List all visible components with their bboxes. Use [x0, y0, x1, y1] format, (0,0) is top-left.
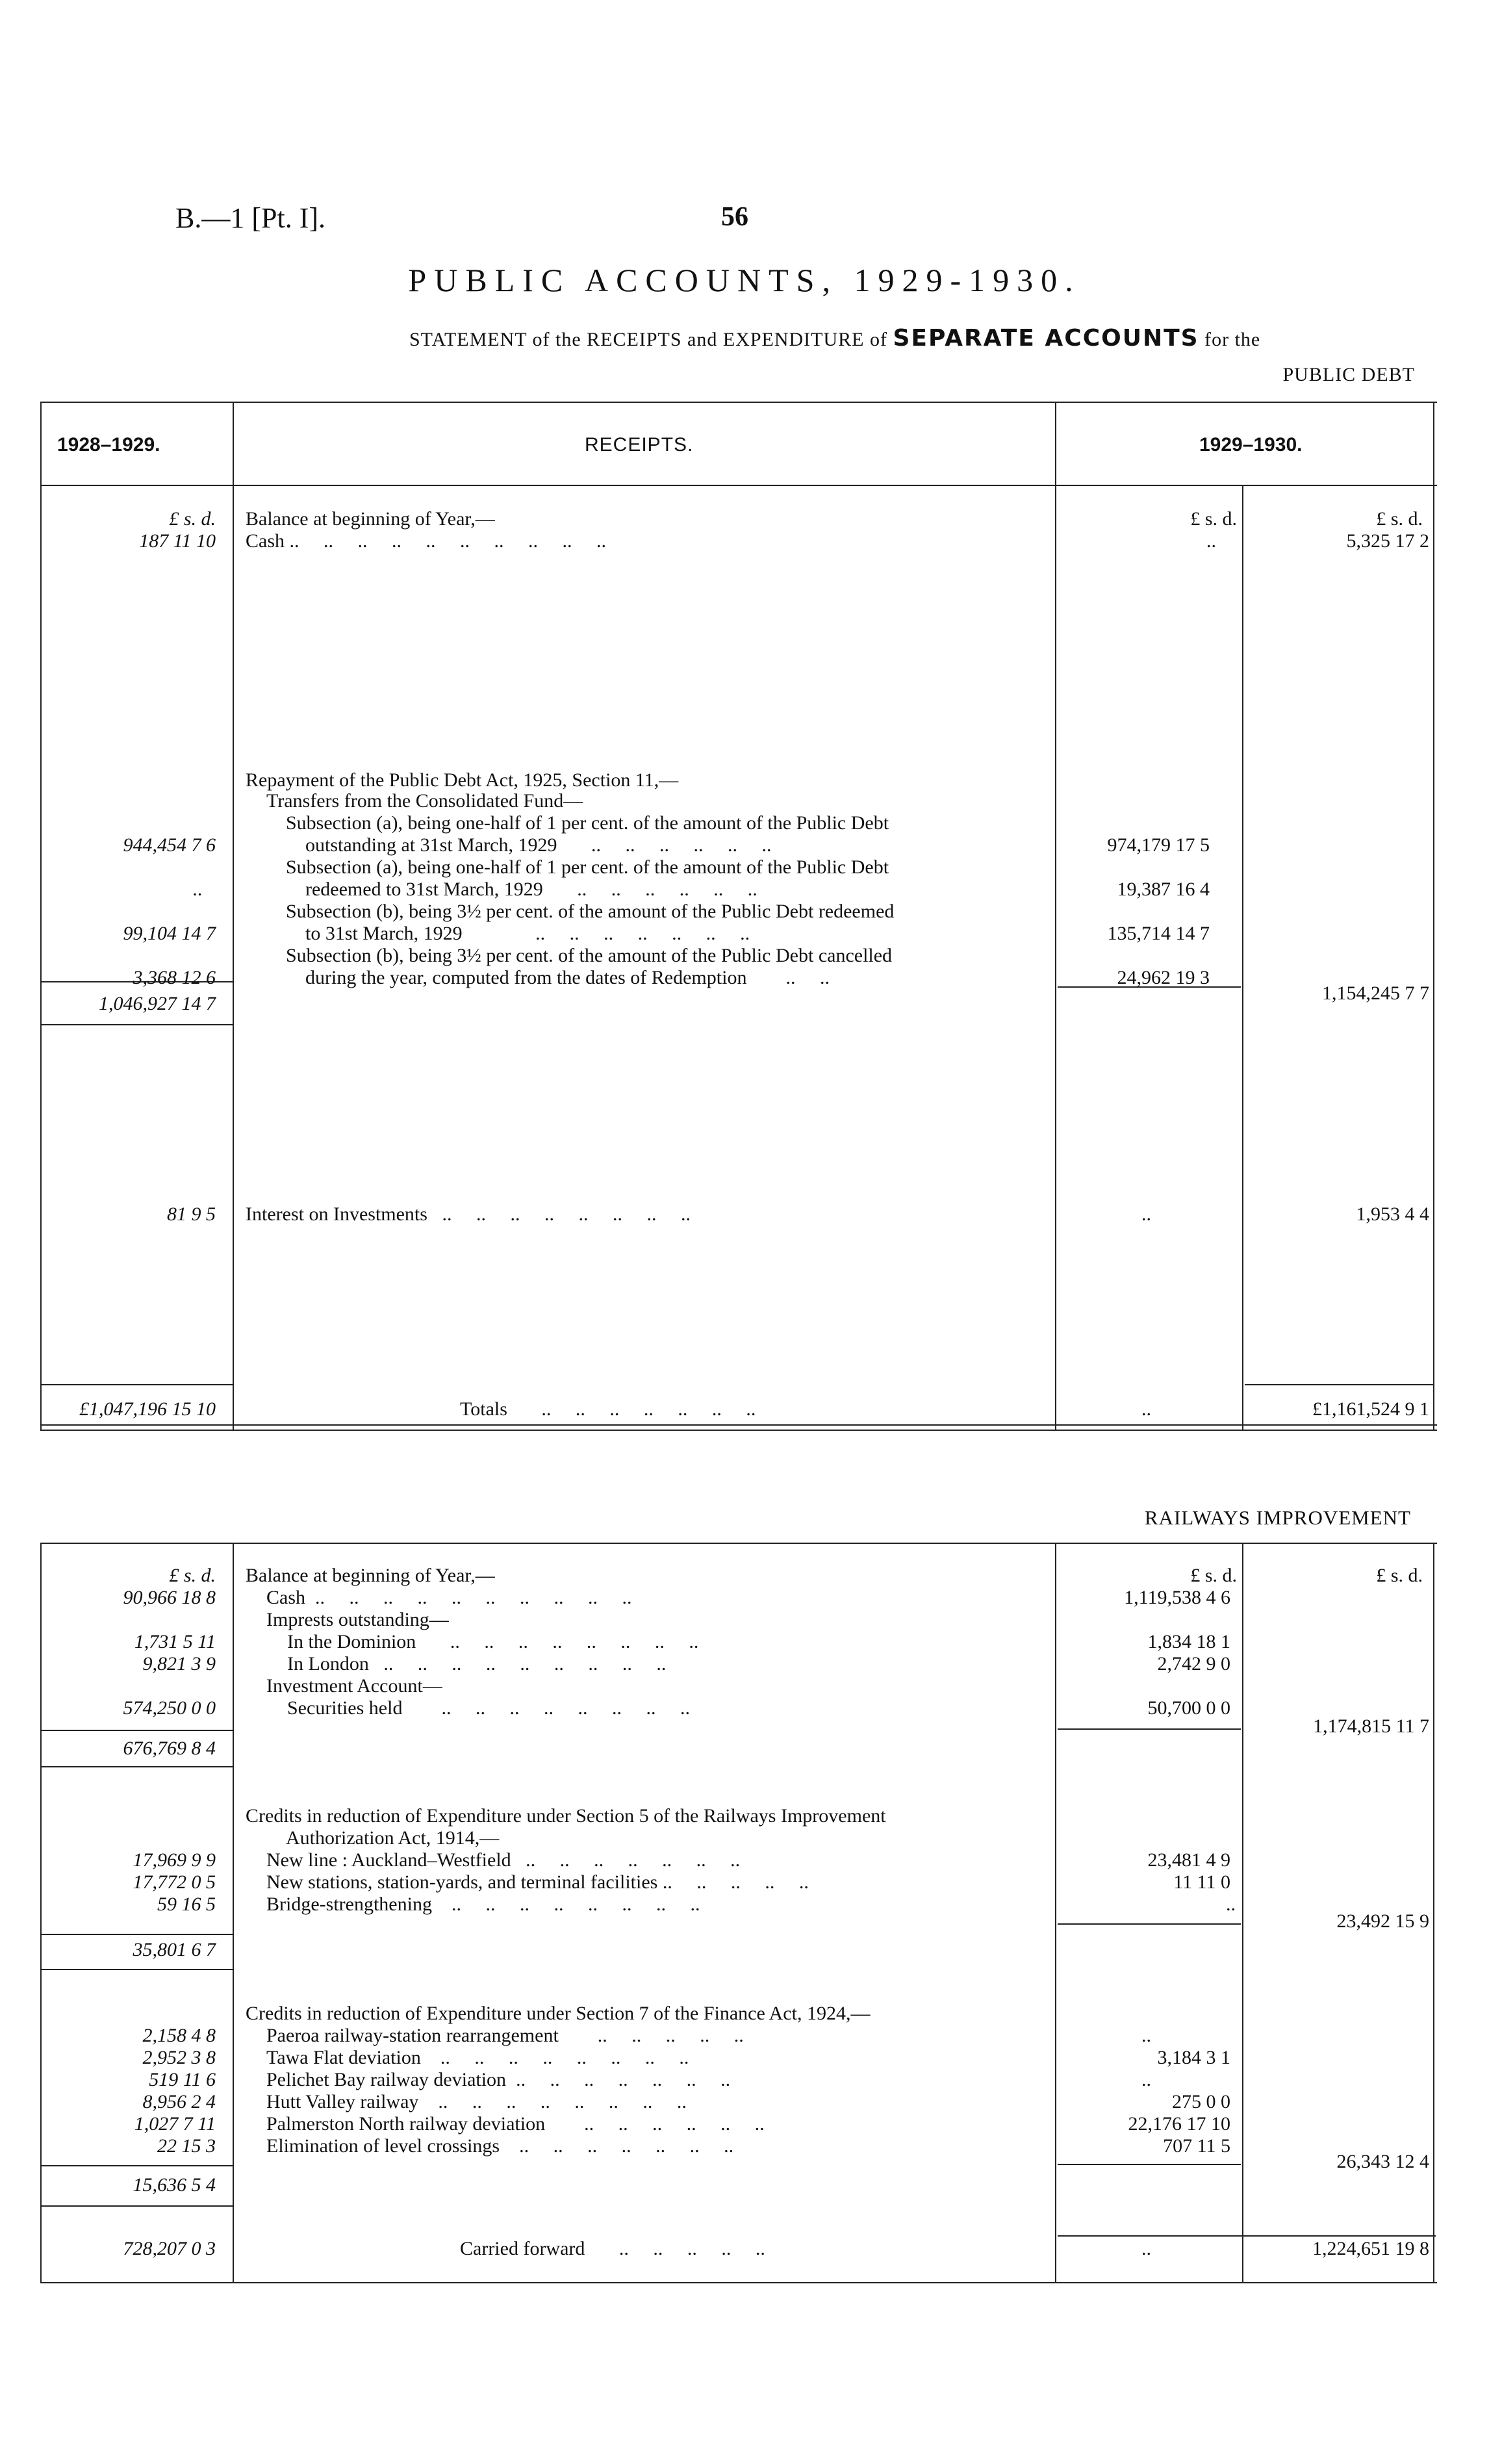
sub-a2-amount: 19,387 16 4 [1117, 879, 1210, 900]
sub-a2-line1: Subsection (a), being one-half of 1 per cent. of the amount of the Public Debt [286, 856, 889, 878]
statement-suffix: for the [1204, 329, 1261, 350]
rail-london-label: In London .. .. .. .. .. .. .. .. .. [287, 1653, 667, 1675]
rail-crossings-label: Elimination of level crossings .. .. .. .. .. .. .. [266, 2135, 734, 2157]
rail-carried-sub-amount: .. [1141, 2238, 1151, 2259]
rail-paeroa-amount: .. [1141, 2025, 1151, 2046]
sub-b2-line2: during the year, computed from the dates of Redemption .. .. [305, 967, 830, 988]
sub-b1-line2-text: to 31st March, 1929 [305, 923, 463, 944]
lsd-header-sub: £ s. d. [1190, 508, 1237, 530]
sub-b2-prev-amount: 3,368 12 6 [133, 967, 216, 988]
rail-credits7-prev-total: 15,636 5 4 [133, 2174, 216, 2196]
account-name-public-debt: PUBLIC DEBT [1282, 364, 1415, 385]
sub-a1-line2: outstanding at 31st March, 1929 .. .. .. .. .. .. [305, 834, 772, 856]
rail-pelichet-prev-amount: 519 11 6 [149, 2069, 216, 2090]
sub-a1-line1: Subsection (a), being one-half of 1 per cent. of the amount of the Public Debt [286, 812, 889, 834]
rail-credits7-total: 26,343 12 4 [1336, 2151, 1429, 2172]
totals-prev-amount: £1,047,196 15 10 [79, 1398, 216, 1420]
rail-bridge-label: Bridge-strengthening .. .. .. .. .. .. .. .. [266, 1893, 700, 1915]
rail-securities-label-text: Securities held [287, 1697, 403, 1719]
section-reference: B.—1 [Pt. I]. [175, 202, 325, 234]
rail-balance-heading: Balance at beginning of Year,— [246, 1565, 495, 1586]
rail-credits5-total: 23,492 15 9 [1336, 1910, 1429, 1932]
cash-label-text: Cash [246, 530, 285, 552]
rail-lsd-header-sub: £ s. d. [1190, 1565, 1237, 1586]
sub-a2-line2: redeemed to 31st March, 1929 .. .. .. .. .. .. [305, 879, 757, 900]
rail-tawa-amount: 3,184 3 1 [1157, 2047, 1230, 2068]
rail-balance-total: 1,174,815 11 7 [1313, 1715, 1429, 1737]
account-name-railways-improvement: RAILWAYS IMPROVEMENT [1144, 1506, 1411, 1529]
totals-sub-amount: .. [1141, 1398, 1151, 1420]
sub-b1-line1: Subsection (b), being 3½ per cent. of the amount of the Public Debt redeemed [286, 901, 895, 922]
rail-credits5-prev-total: 35,801 6 7 [133, 1939, 216, 1960]
rail-carried-label: Carried forward .. .. .. .. .. [460, 2238, 765, 2259]
rail-balance-prev-total: 676,769 8 4 [123, 1738, 216, 1759]
rail-newline-prev-amount: 17,969 9 9 [133, 1849, 216, 1871]
column-header-receipts: RECEIPTS. [585, 434, 694, 456]
sub-a2-prev-amount: .. [193, 879, 203, 900]
rail-crossings-prev-amount: 22 15 3 [157, 2135, 216, 2157]
rail-pelichet-label-text: Pelichet Bay railway deviation [266, 2069, 507, 2090]
rail-cash-amount: 1,119,538 4 6 [1124, 1587, 1230, 1608]
sub-b2-amount: 24,962 19 3 [1117, 967, 1210, 988]
rail-newline-label-text: New line : Auckland–Westfield [266, 1849, 511, 1871]
repay-total: 1,154,245 7 7 [1322, 982, 1429, 1004]
rail-hutt-amount: 275 0 0 [1172, 2091, 1230, 2112]
cash-total-amount: 5,325 17 2 [1346, 530, 1429, 552]
rail-palmerston-amount: 22,176 17 10 [1128, 2113, 1230, 2135]
totals-total: £1,161,524 9 1 [1312, 1398, 1429, 1420]
rail-tawa-prev-amount: 2,952 3 8 [142, 2047, 216, 2068]
lsd-header-total: £ s. d. [1376, 508, 1423, 530]
sub-b1-amount: 135,714 14 7 [1107, 923, 1210, 944]
cash-label: Cash .. .. .. .. .. .. .. .. .. .. [246, 530, 606, 552]
sub-a2-line2-text: redeemed to 31st March, 1929 [305, 879, 543, 900]
interest-sub-amount: .. [1141, 1203, 1151, 1225]
rail-bridge-label-text: Bridge-strengthening [266, 1893, 432, 1915]
rail-tawa-label: Tawa Flat deviation .. .. .. .. .. .. .. .. [266, 2047, 689, 2068]
rail-carried-total: 1,224,651 19 8 [1312, 2238, 1429, 2259]
statement-bold: SEPARATE ACCOUNTS [893, 325, 1199, 352]
page-number: 56 [721, 202, 748, 232]
rail-hutt-prev-amount: 8,956 2 4 [142, 2091, 216, 2112]
sub-b2-line2-text: during the year, computed from the dates of Redemption [305, 967, 747, 988]
rail-london-amount: 2,742 9 0 [1157, 1653, 1230, 1675]
rail-cash-label-text: Cash [266, 1587, 305, 1608]
totals-label: Totals .. .. .. .. .. .. .. [460, 1398, 756, 1420]
totals-label-text: Totals [460, 1398, 507, 1420]
interest-prev-amount: 81 9 5 [167, 1203, 216, 1225]
lsd-header-prev: £ s. d. [169, 508, 216, 530]
sub-b1-prev-amount: 99,104 14 7 [123, 923, 216, 944]
rail-bridge-amount: .. [1226, 1893, 1236, 1915]
rail-carried-prev-amount: 728,207 0 3 [123, 2238, 216, 2259]
repay-heading: Repayment of the Public Debt Act, 1925, Section 11,— [246, 769, 679, 791]
rail-newline-amount: 23,481 4 9 [1147, 1849, 1230, 1871]
rail-paeroa-prev-amount: 2,158 4 8 [142, 2025, 216, 2046]
rail-lsd-header-prev: £ s. d. [169, 1565, 216, 1586]
rail-dominion-label-text: In the Dominion [287, 1631, 416, 1652]
cash-sub-amount: .. [1206, 530, 1216, 552]
repay-prev-total: 1,046,927 14 7 [99, 993, 216, 1014]
rail-lsd-header-total: £ s. d. [1376, 1565, 1423, 1586]
rail-securities-amount: 50,700 0 0 [1147, 1697, 1230, 1719]
rail-palmerston-label: Palmerston North railway deviation .. .. .. .. .. .. [266, 2113, 765, 2135]
balance-heading: Balance at beginning of Year,— [246, 508, 495, 530]
interest-total: 1,953 4 4 [1356, 1203, 1429, 1225]
rail-cash-prev-amount: 90,966 18 8 [123, 1587, 216, 1608]
rail-pelichet-amount: .. [1141, 2069, 1151, 2090]
rail-tawa-label-text: Tawa Flat deviation [266, 2047, 421, 2068]
sub-b1-line2: to 31st March, 1929 .. .. .. .. .. .. .. [305, 923, 750, 944]
rail-cash-label: Cash .. .. .. .. .. .. .. .. .. .. [266, 1587, 632, 1608]
rail-securities-label: Securities held .. .. .. .. .. .. .. .. [287, 1697, 690, 1719]
statement-heading [409, 325, 1260, 352]
rail-pelichet-label: Pelichet Bay railway deviation .. .. .. .. .. .. .. [266, 2069, 731, 2090]
interest-label: Interest on Investments .. .. .. .. .. .. .. .. [246, 1203, 691, 1225]
sub-a1-line2-text: outstanding at 31st March, 1929 [305, 834, 557, 856]
sub-b2-line1: Subsection (b), being 3½ per cent. of the amount of the Public Debt cancelled [286, 945, 893, 966]
rail-crossings-amount: 707 11 5 [1163, 2135, 1230, 2157]
sub-a1-prev-amount: 944,454 7 6 [123, 834, 216, 856]
rail-invest-heading: Investment Account— [266, 1675, 442, 1697]
rail-bridge-prev-amount: 59 16 5 [157, 1893, 216, 1915]
page-title: PUBLIC ACCOUNTS, 1929-1930. [408, 262, 1081, 298]
rail-stations-amount: 11 11 0 [1173, 1871, 1230, 1893]
rail-stations-prev-amount: 17,772 0 5 [133, 1871, 216, 1893]
rail-hutt-label: Hutt Valley railway .. .. .. .. .. .. .. .. [266, 2091, 687, 2112]
rail-stations-label: New stations, station-yards, and terminal facilities .. .. .. .. .. [266, 1871, 809, 1893]
statement-prefix: STATEMENT of the RECEIPTS and EXPENDITURE of [409, 329, 887, 350]
rail-credits7-heading: Credits in reduction of Expenditure under Section 7 of the Finance Act, 1924,— [246, 2003, 871, 2024]
column-header-prev-year: 1928–1929. [57, 434, 160, 456]
rail-dominion-prev-amount: 1,731 5 11 [134, 1631, 216, 1652]
column-header-curr-year: 1929–1930. [1199, 434, 1303, 456]
sub-a1-amount: 974,179 17 5 [1107, 834, 1210, 856]
cash-prev-amount: 187 11 10 [139, 530, 216, 552]
rail-dominion-amount: 1,834 18 1 [1147, 1631, 1230, 1652]
rail-newline-label: New line : Auckland–Westfield .. .. .. .. .. .. .. [266, 1849, 741, 1871]
rail-securities-prev-amount: 574,250 0 0 [123, 1697, 216, 1719]
rail-crossings-label-text: Elimination of level crossings [266, 2135, 500, 2157]
rail-hutt-label-text: Hutt Valley railway [266, 2091, 419, 2112]
rail-paeroa-label: Paeroa railway-station rearrangement .. .. .. .. .. [266, 2025, 744, 2046]
rail-palmerston-prev-amount: 1,027 7 11 [134, 2113, 216, 2135]
rail-palmerston-label-text: Palmerston North railway deviation [266, 2113, 546, 2135]
rail-imprests-heading: Imprests outstanding— [266, 1609, 449, 1630]
rail-credits5-line2: Authorization Act, 1914,— [286, 1827, 500, 1849]
rail-credits5-line1: Credits in reduction of Expenditure under Section 5 of the Railways Improvement [246, 1805, 886, 1827]
rail-dominion-label: In the Dominion .. .. .. .. .. .. .. .. [287, 1631, 699, 1652]
interest-label-text: Interest on Investments [246, 1203, 427, 1225]
rail-london-prev-amount: 9,821 3 9 [142, 1653, 216, 1675]
rail-stations-label-text: New stations, station-yards, and terminal facilities [266, 1871, 658, 1893]
rail-paeroa-label-text: Paeroa railway-station rearrangement [266, 2025, 559, 2046]
rail-carried-label-text: Carried forward [460, 2238, 585, 2259]
rail-london-label-text: In London [287, 1653, 369, 1675]
transfers-heading: Transfers from the Consolidated Fund— [266, 790, 583, 812]
